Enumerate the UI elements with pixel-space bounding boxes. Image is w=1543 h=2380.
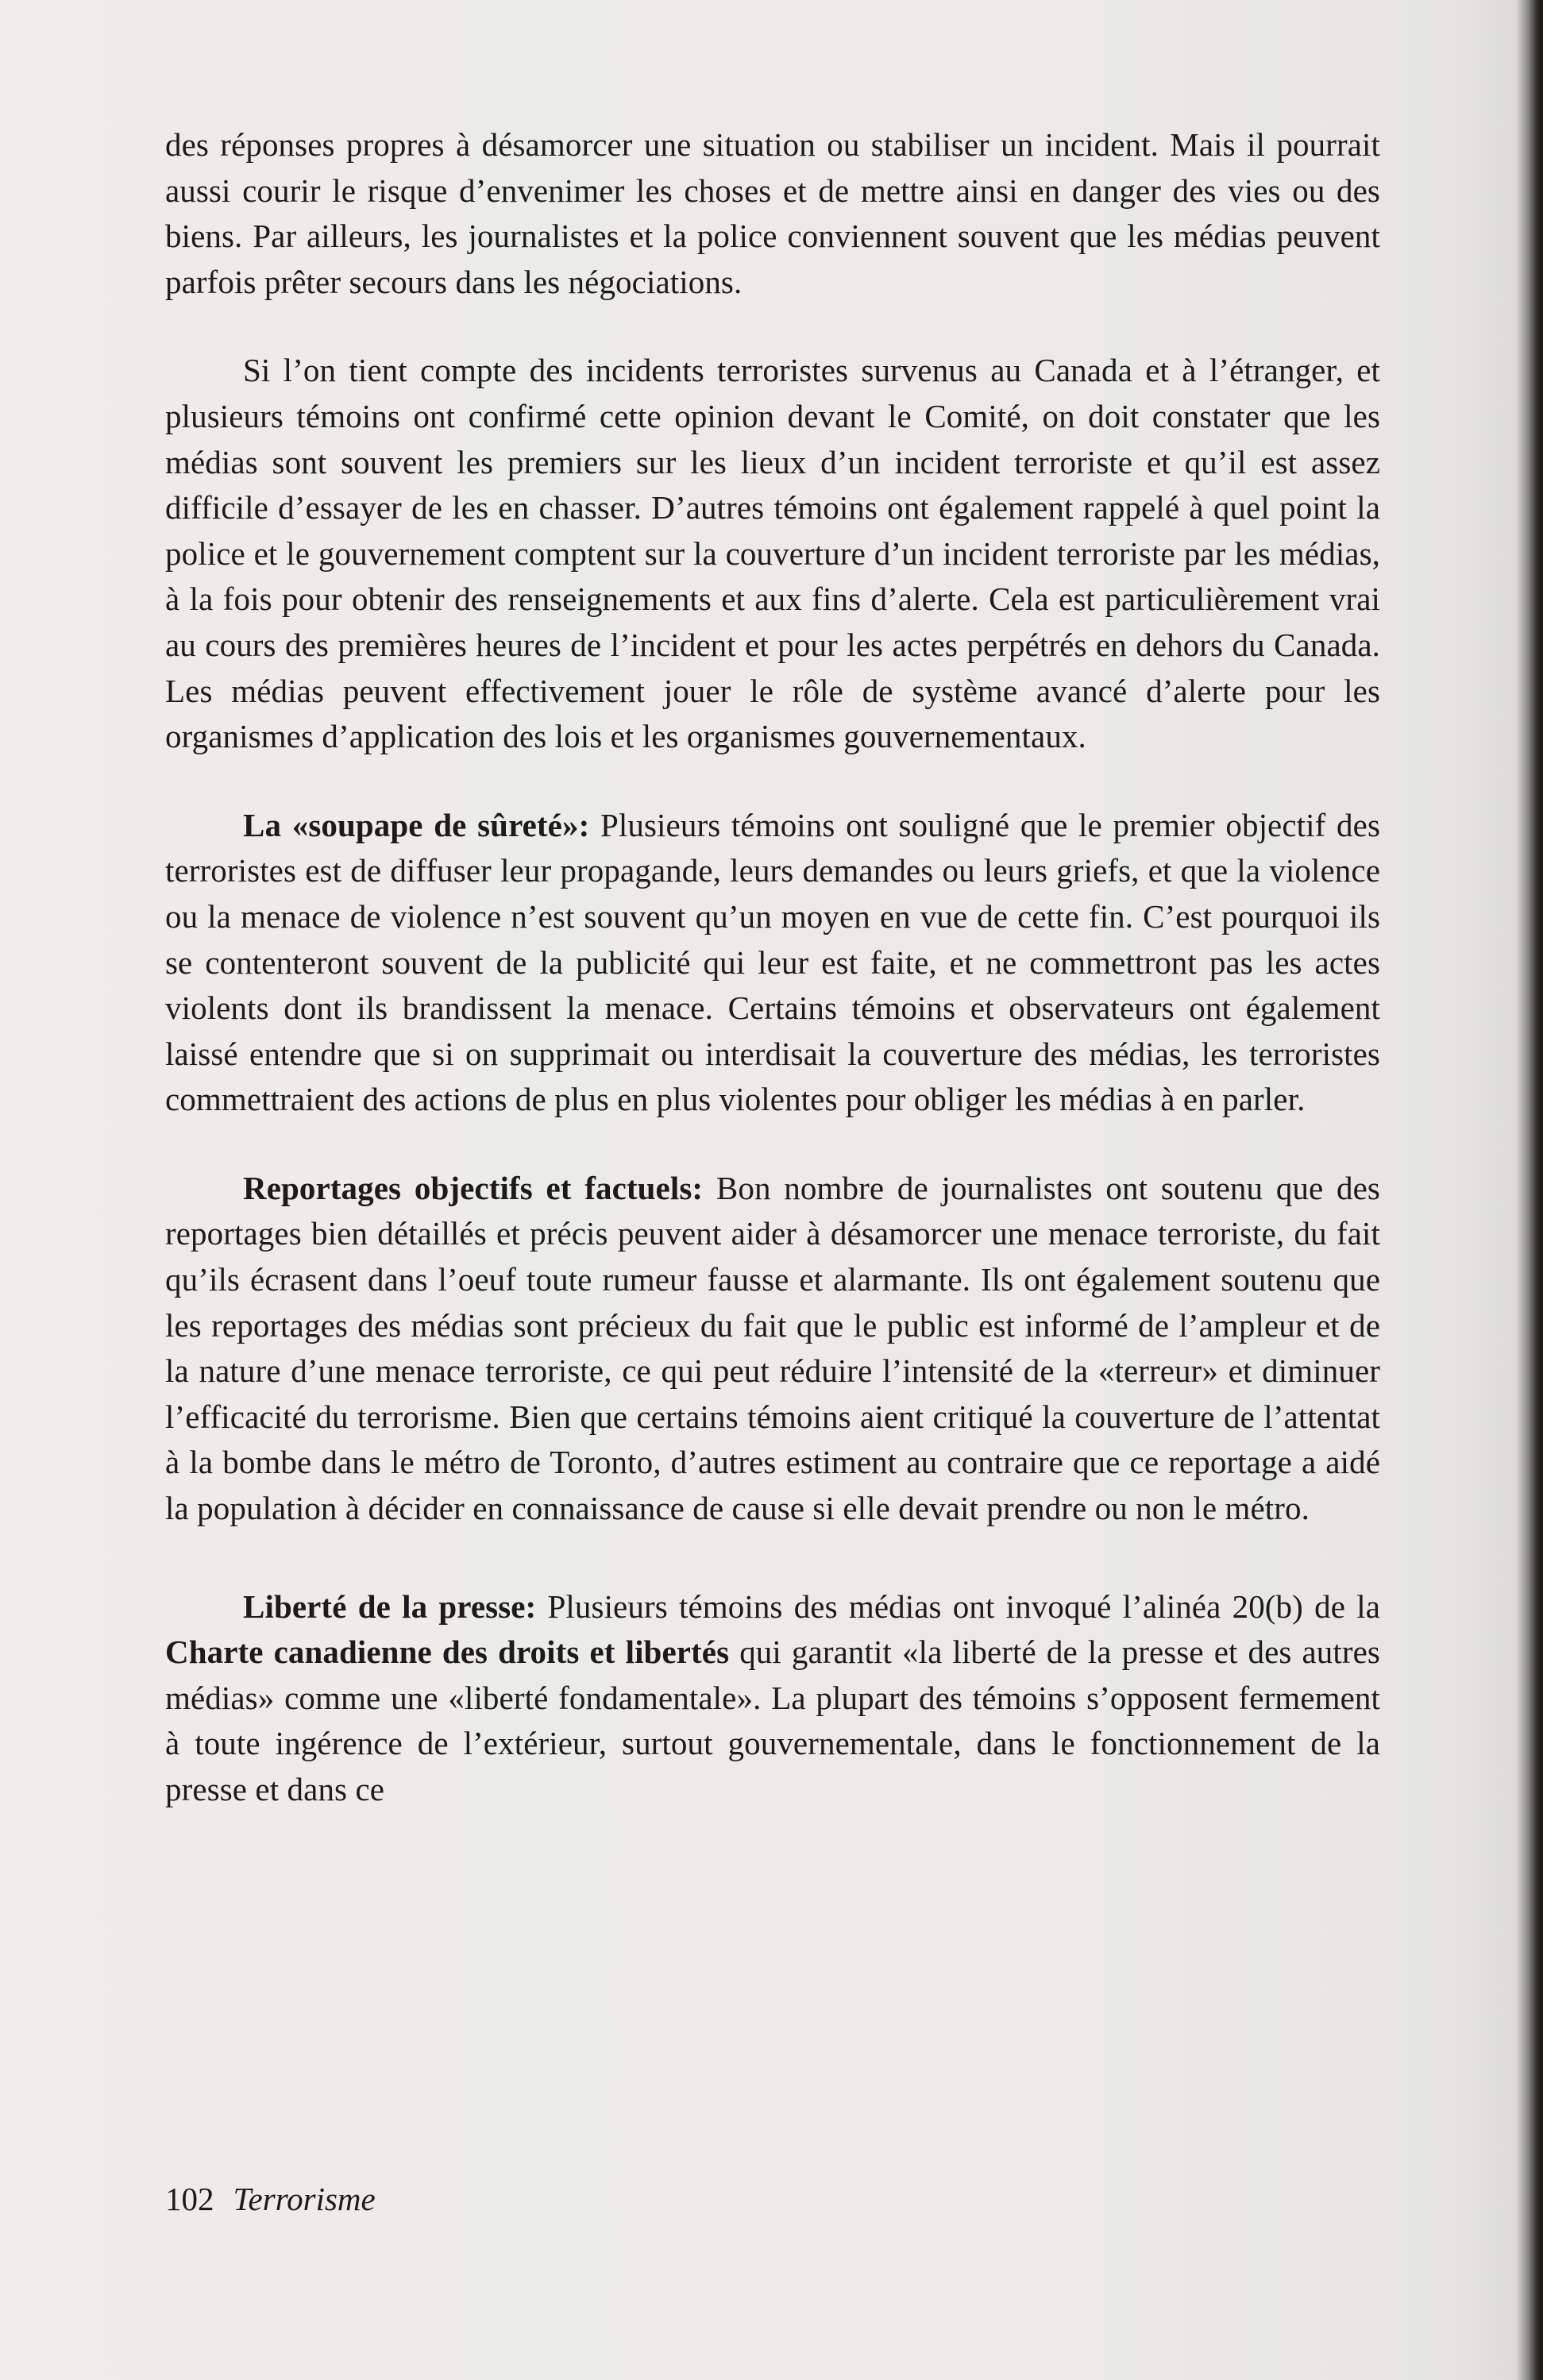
paragraph-5-text-after: qui garantit «la liberté de la presse et des autres médias» comme une «liberté fondamentale». La plupart des témoins s’opposent fermement à toute ingérence de l’extérieur, surtout gouvernementale, dans le fonctionnement de la presse et dans ce xyxy=(165,1634,1380,1807)
paragraph-objective-reporting xyxy=(165,1166,1380,1532)
page-footer xyxy=(165,2179,376,2219)
paragraph-4-heading: Reportages objectifs et factuels: xyxy=(243,1169,704,1206)
page-number: 102 xyxy=(165,2181,214,2217)
body-text xyxy=(165,122,1380,1813)
page-gutter-shadow xyxy=(1516,0,1543,2380)
running-title: Terrorisme xyxy=(233,2181,376,2217)
charter-title: Charte canadienne des droits et libertés xyxy=(165,1634,730,1671)
paragraph-3-heading: La «soupape de sûreté»: xyxy=(243,806,590,843)
paragraph-5-heading: Liberté de la presse: xyxy=(243,1587,537,1625)
paragraph-3-text: Plusieurs témoins ont souligné que le premier objectif des terroristes est de diffuser leur propagande, leurs demandes ou leurs griefs, et que la violence ou la menace de violence n’est souvent qu’un moyen en vue de cette fin. C’est pourquoi ils se contenteront souvent de la publicité qui leur est faite, et ne commettront pas les actes violents dont ils brandissent la menace. Certains témoins et observateurs ont également laissé entendre que si on supprimait ou interdisait la couverture des médias, les terroristes commettraient des actions de plus en plus violentes pour obliger les médias à en parler. xyxy=(165,806,1381,1118)
paragraph-4-text: Bon nombre de journalistes ont soutenu que des reportages bien détaillés et précis peuvent aider à désamorcer une menace terroriste, du fait qu’ils écrasent dans l’oeuf toute rumeur fausse et alarmante. Ils ont également soutenu que les reportages des médias sont précieux du fait que le public est informé de l’ampleur et de la nature d’une menace terroriste, ce qui peut réduire l’intensité de la «terreur» et diminuer l’efficacité du terrorisme. Bien que certains témoins aient critiqué la couverture de l’attentat à la bombe dans le métro de Toronto, d’autres estiment au contraire que ce reportage a aidé la population à décider en connaissance de cause si elle devait prendre ou non le métro. xyxy=(165,1169,1380,1527)
paragraph-1 xyxy=(165,122,1380,305)
paragraph-2 xyxy=(165,348,1380,759)
paragraph-5-text-before: Plusieurs témoins des médias ont invoqué l’alinéa 20(b) de la xyxy=(536,1587,1380,1625)
paragraph-1-text: des réponses propres à désamorcer une situation ou stabiliser un incident. Mais il pourrait aussi courir le risque d’envenimer les choses et de mettre ainsi en danger des vies ou des biens. Par ailleurs, les journalistes et la police conviennent souvent que les médias peuvent parfois prêter secours dans les négociations. xyxy=(165,126,1380,300)
paragraph-safety-valve xyxy=(165,803,1380,1123)
paragraph-2-text: Si l’on tient compte des incidents terroristes survenus au Canada et à l’étranger, et plusieurs témoins ont confirmé cette opinion devant le Comité, on doit constater que les médias sont souvent les premiers sur les lieux d’un incident terroriste et qu’il est assez difficile d’essayer de les en chasser. D’autres témoins ont également rappelé à quel point la police et le gouvernement comptent sur la couverture d’un incident terroriste par les médias, à la fois pour obtenir des renseignements et aux fins d’alerte. Cela est particulièrement vrai au cours des premières heures de l’incident et pour les actes perpétrés en dehors du Canada. Les médias peuvent effectivement jouer le rôle de système avancé d’alerte pour les organismes d’application des lois et les organismes gouvernementaux. xyxy=(165,352,1380,755)
paragraph-press-freedom xyxy=(165,1584,1380,1813)
